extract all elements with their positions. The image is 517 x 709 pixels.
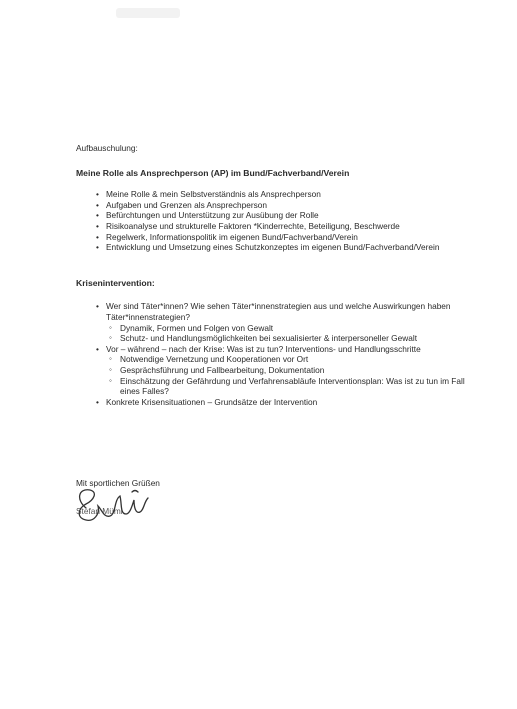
section1-list bbox=[76, 189, 476, 253]
closing-line: Mit sportlichen Grüßen bbox=[76, 478, 160, 488]
handwritten-signature bbox=[68, 470, 158, 530]
sublist bbox=[106, 354, 476, 396]
sublist-item: ◦ Gesprächsführung und Fallbearbeitung, Dokumentation bbox=[106, 365, 476, 376]
list-item: • Regelwerk, Informationspolitik im eigenen Bund/Fachverband/Verein bbox=[76, 232, 476, 243]
sublist-item: ◦ Notwendige Vernetzung und Kooperationen vor Ort bbox=[106, 354, 476, 365]
list-item-text: Wer sind Täter*innen? Wie sehen Täter*innenstrategien aus und welche Auswirkungen haben Täter*innenstrategien? bbox=[106, 301, 451, 322]
list-item-text: Konkrete Krisensituationen – Grundsätze der Intervention bbox=[106, 396, 318, 407]
list-item bbox=[76, 344, 476, 397]
section2-heading: Krisenintervention: bbox=[76, 277, 155, 288]
list-item: • Entwicklung und Umsetzung eines Schutzkonzeptes im eigenen Bund/Fachverband/Verein bbox=[76, 242, 476, 253]
sublist-item: ◦ Einschätzung der Gefährdung und Verfahrensabläufe Interventionsplan: Was ist zu tun im Fall eines Falles? bbox=[106, 376, 476, 397]
list-item-text: Vor – während – nach der Krise: Was ist zu tun? Interventions- und Handlungsschritte bbox=[106, 343, 421, 354]
list-item: • Befürchtungen und Unterstützung zur Ausübung der Rolle bbox=[76, 210, 476, 221]
document-body bbox=[76, 143, 476, 407]
section1-heading: Meine Rolle als Ansprechperson (AP) im Bund/Fachverband/Verein bbox=[76, 167, 350, 178]
header-smudge bbox=[116, 8, 180, 18]
list-item: • Risikoanalyse und strukturelle Faktoren *Kinderrechte, Beteiligung, Beschwerde bbox=[76, 221, 476, 232]
list-item: • Aufgaben und Grenzen als Ansprechperson bbox=[76, 200, 476, 211]
section2-list bbox=[76, 301, 476, 407]
sublist bbox=[106, 323, 476, 344]
list-item: • Meine Rolle & mein Selbstverständnis als Ansprechperson bbox=[76, 189, 476, 200]
sublist-item: ◦ Schutz- und Handlungsmöglichkeiten bei sexualisierter & interpersoneller Gewalt bbox=[106, 333, 476, 344]
sublist-item: ◦ Dynamik, Formen und Folgen von Gewalt bbox=[106, 323, 476, 334]
list-item bbox=[76, 301, 476, 343]
signer-name: Stefan Mümi bbox=[76, 506, 123, 516]
list-item bbox=[76, 397, 476, 408]
intro-line: Aufbauschulung: bbox=[76, 143, 138, 153]
